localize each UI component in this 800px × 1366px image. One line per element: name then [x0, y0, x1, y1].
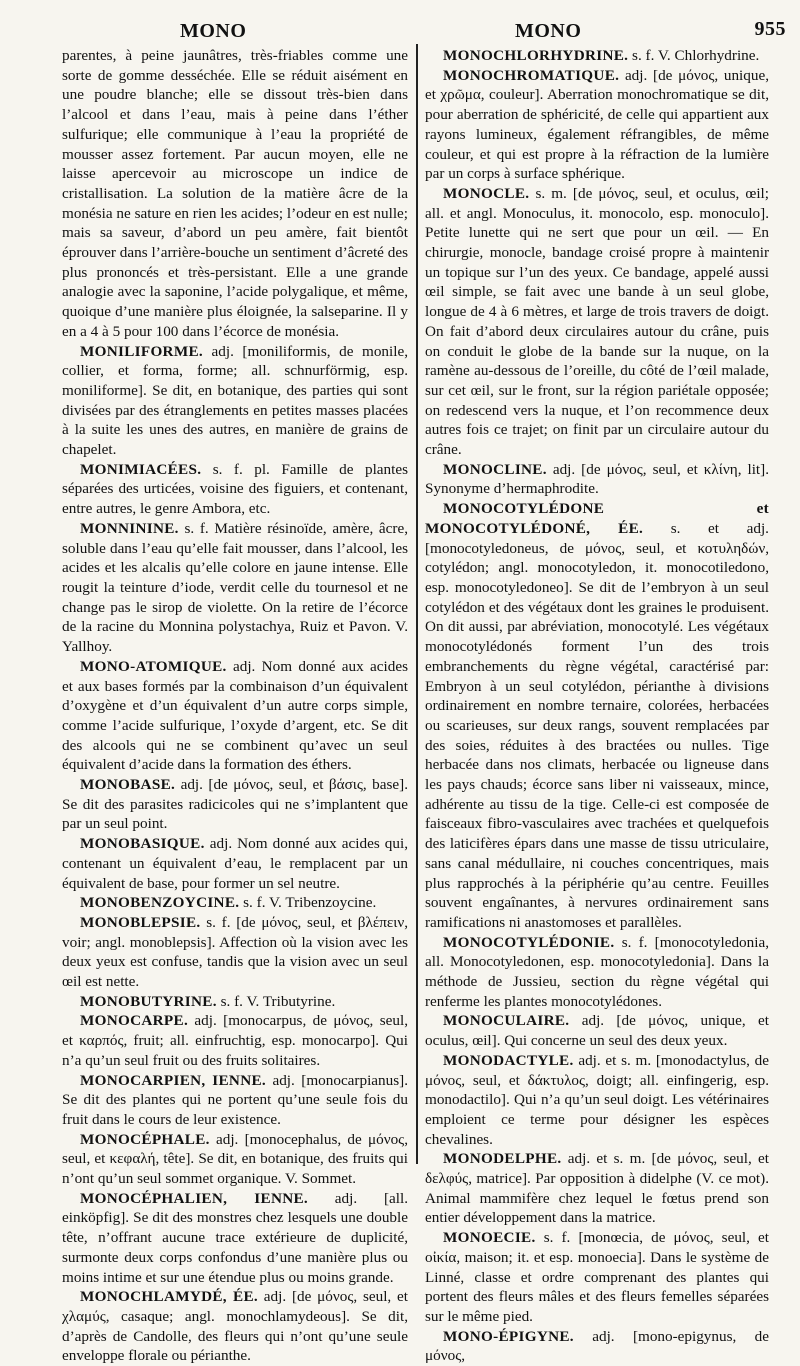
entry-headword: MONOBUTYRINE.	[80, 992, 217, 1010]
right-column	[425, 46, 769, 1365]
dictionary-entry	[425, 1149, 769, 1228]
dictionary-entry	[425, 66, 769, 184]
dictionary-entry	[62, 46, 408, 342]
entry-headword: MONODELPHE.	[443, 1150, 562, 1168]
entry-headword: MONOCOTYLÉDONE et MONOCOTYLÉDONÉ, ÉE.	[425, 500, 769, 537]
entry-definition: s. f. V. Tributyrine.	[216, 992, 336, 1010]
entry-definition: s. et adj. [monocotyledoneus, de μόνος, seul, et κοτυληδών, cotylédon; angl. monocotyledon, it. monocotiledono, esp. monocotyledoneo]. Se dit de l’embryon à un seul cotylédon et des végétaux dont les graines le produisent. On dit aussi, par abréviation, monocotylé. Les végétaux monocotylédonés forment l’un des trois embranchements du règne végétal, caractérisé par: Embryon à un seul cotylédon, périanthe à divisions ordinairement en nombre ternaire, colorées, herbacées ou scarieuses, sur deux rangs, souvent remplacées par des soies, réduites à des bractées ou nulles. Tige herbacée dans nos climats, herbacée ou ligneuse dans les pays chauds; écorce sans liber ni vaisseaux, mince, adhérente au tissu de la tige. Celle-ci est composée de faisceaux fibro-vasculaires avec trachées et quelquefois des laticifères épars dans une masse de tissu utriculaire, sans canal médullaire, ni couches concentriques, mais plus rapprochés à la périphérie qu’au centre. Feuilles souvent engaînantes, à nervures ordinairement sans ramifications ni anastomoses et parallèles.	[425, 519, 769, 931]
running-header-center: MONO	[515, 20, 582, 42]
entry-definition: adj. et s. m. [monodactylus, de μόνος, seul, et δάκτυλος, doigt; all. einfingerig, esp. monodactilo]. Qui n’a qu’un seul doigt. Les vétérinaires emploient ce terme pour désigner les espèces chevalines.	[425, 1051, 769, 1148]
entry-headword: MONOCLE.	[443, 184, 530, 202]
entry-definition: s. f. pl. Famille de plantes séparées des urticées, voisine des figuiers, et contenant, entre autres, le genre Ambora, etc.	[62, 460, 408, 518]
entry-headword: MONOCLINE.	[443, 460, 547, 478]
entry-headword: MONIMIACÉES.	[80, 460, 202, 478]
entry-definition: s. f. Matière résinoïde, amère, âcre, soluble dans l’eau qu’elle fait mousser, dans l’alcool, les acides et les alcalis qu’elle colore en jaune intense. Elle rougit la teinture d’iode, verdit celle du tournesol et ne change pas le sirop de violette. On la retire de l’écorce de la racine du Monnina polystachya, Ruiz et Pavon. V. Yallhoy.	[62, 519, 408, 656]
entry-definition: adj. [moniliformis, de monile, collier, et forma, forme; all. schnurförmig, esp. moniliforme]. Se dit, en botanique, des parties qui sont divisées par des étranglements en petites masses placées à la suite les unes des autres, en manière de grains de chapelet.	[62, 342, 408, 459]
dictionary-entry	[425, 460, 769, 499]
entry-headword: MONOBASE.	[80, 776, 176, 794]
dictionary-entry	[425, 499, 769, 932]
entry-definition: s. f. V. Chlorhydrine.	[628, 47, 760, 64]
entry-headword: MONOCHLAMYDÉ, ÉE.	[80, 1288, 258, 1306]
entry-definition: adj. [de μόνος, unique, et oculus, œil]. Qui concerne un seul des deux yeux.	[425, 1012, 769, 1050]
entry-headword: MONOCARPE.	[80, 1012, 189, 1030]
dictionary-entry	[425, 1051, 769, 1150]
entry-definition: adj. [de μόνος, seul, et χλαμύς, casaque; angl. monochlamydeous]. Se dit, d’après de Candolle, des fleurs qui n’ont qu’une seule enveloppe florale ou périanthe.	[62, 1288, 408, 1365]
dictionary-entry	[425, 46, 769, 66]
entry-headword: MONOBENZOYCINE.	[80, 894, 240, 912]
dictionary-entry	[62, 893, 408, 913]
entry-definition: s. m. [de μόνος, seul, et oculus, œil; all. et angl. Monoculus, it. monocolo, esp. monoculo]. Petite lunette qui ne sert que pour un œil. — En chirurgie, monocle, bandage croisé propre à maintenir un topique sur l’un des yeux. Ce bandage, appelé aussi œil simple, se fait avec une bande à un seul globe, longue de 4 à 6 mètres, et large de trois travers de doigt. On fait d’abord deux circulaires autour du crâne, puis on conduit le globe de la bande sur la nuque, on la ramène au-dessous de l’oreille, du côté de l’œil malade, sur cet œil, sur le front, sur la région pariétale opposée; on redescend vers la nuque, et l’on recommence deux autres fois ce trajet; on finit par un circulaire autour du crâne.	[425, 184, 769, 459]
dictionary-entry	[62, 834, 408, 893]
entry-definition: s. f. [monocotyledonia, all. Monocotyledonen, esp. monocotyledonia]. Dans la méthode de Jussieu, section du règne végétal qui renferme les plantes monocotylédones.	[425, 933, 769, 1010]
entry-definition: adj. [de μόνος, seul, et κλίνη, lit]. Synonyme d’hermaphrodite.	[425, 460, 769, 498]
entry-headword: MONNININE.	[80, 519, 179, 537]
column-divider	[416, 44, 418, 1164]
dictionary-entry	[62, 460, 408, 519]
dictionary-entry	[62, 1189, 408, 1288]
entry-definition: s. f. V. Tribenzoycine.	[239, 894, 377, 912]
dictionary-entry	[425, 1327, 769, 1366]
entry-headword: MONOCÉPHALIEN, IENNE.	[80, 1189, 309, 1207]
entry-headword: MONO-ATOMIQUE.	[80, 657, 227, 675]
dictionary-entry	[425, 184, 769, 460]
entry-headword: MONOBASIQUE.	[80, 835, 205, 853]
running-header-left: MONO	[180, 20, 247, 42]
dictionary-entry	[62, 1287, 408, 1366]
entry-headword: MONODACTYLE.	[443, 1051, 574, 1069]
entry-definition: s. f. [monœcia, de μόνος, seul, et οἰκία, maison; it. et esp. monoecia]. Dans le système de Linné, classe et ordre comprenant des plantes qui portent des fleurs mâles et des fleurs femelles séparées sur le même pied.	[425, 1229, 769, 1325]
entry-definition: s. f. [de μόνος, seul, et βλέπειν, voir; angl. monoblepsis]. Affection où la vision avec les deux yeux est confuse, tandis que la vision avec un seul œil est nette.	[62, 913, 408, 991]
dictionary-entry	[62, 342, 408, 460]
entry-headword: MONILIFORME.	[80, 342, 203, 360]
dictionary-entry	[62, 913, 408, 992]
entry-headword: MONOECIE.	[443, 1229, 536, 1247]
dictionary-entry	[62, 519, 408, 657]
entry-definition: adj. [de μόνος, unique, et χρῶμα, couleur]. Aberration monochromatique se dit, pour aberration de sphéricité, de celle qui appartient aux rayons lumineux, également réfrangibles, de même couleur, et qui est propre à la réfraction de la lumière par un corps à surface sphérique.	[425, 66, 769, 183]
dictionary-entry	[425, 933, 769, 1012]
page-number: 955	[754, 18, 786, 40]
dictionary-entry	[62, 1130, 408, 1189]
entry-definition: adj. [de μόνος, seul, et βάσις, base]. Se dit des parasites radicicoles qui ne s’implantent que par un seul point.	[62, 776, 408, 833]
left-column	[62, 46, 408, 1365]
dictionary-entry	[62, 775, 408, 834]
entry-definition: parentes, à peine jaunâtres, très-friables comme une sorte de gomme desséchée. Elle se réduit aisément en une poudre blanche; elle se dissout très-bien dans l’alcool et dans l’eau, mais à peine dans l’éther sulfurique; elle communique à l’eau la propriété de mousser assez fortement. Par aucun moyen, elle ne laisse apercevoir au microscope un indice de cristallisation. La solution de la matière âcre de la monésia ne sature en rien les acides; l’odeur en est nulle; mais sa saveur, d’abord un peu amère, fait bientôt éprouver dans l’arrière-bouche un sentiment d’âcreté des plus prononcés et très-persistant. Elle a une grande analogie avec la saponine, l’acide polygalique, et même, quoique d’une manière plus éloignée, la salseparine. Il y en a 4 à 5 pour 100 dans l’écorce de monésia.	[62, 47, 408, 340]
entry-definition: adj. [monocarpianus]. Se dit des plantes qui ne portent qu’une seule fois du fruit dans le cours de leur existence.	[62, 1071, 408, 1128]
dictionary-entry	[62, 1011, 408, 1070]
entry-headword: MONOCOTYLÉDONIE.	[443, 933, 615, 951]
dictionary-entry	[425, 1011, 769, 1050]
entry-definition: adj. [monocephalus, de μόνος, seul, et κεφαλή, tête]. Se dit, en botanique, des fruits qui n’ont qu’un seul sommet organique. V. Sommet.	[62, 1130, 408, 1188]
entry-headword: MONOCÉPHALE.	[80, 1130, 210, 1148]
entry-headword: MONOCHROMATIQUE.	[443, 66, 620, 84]
entry-definition: adj. [monocarpus, de μόνος, seul, et καρπός, fruit; all. einfruchtig, esp. monocarpo]. Qui n’a qu’un seul fruit ou des fruits solitaires.	[62, 1012, 408, 1069]
entry-headword: MONO-ÉPIGYNE.	[443, 1327, 574, 1345]
dictionary-entry	[62, 657, 408, 775]
entry-headword: MONOBLEPSIE.	[80, 913, 201, 931]
entry-definition: adj. Nom donné aux acides qui, contenant un équivalent d’eau, le remplacent par un équivalent de base, pour former un sel neutre.	[62, 835, 408, 892]
entry-definition: adj. et s. m. [de μόνος, seul, et δελφύς, matrice]. Par opposition à didelphe (V. ce mot). Animal mammifère chez lequel le fœtus prend son entier développement dans la matrice.	[425, 1150, 769, 1227]
entry-definition: adj. [all. einköpfig]. Se dit des monstres chez lesquels une double tête, n’offrant aucune trace extérieure de duplicité, surmonte deux corps confondus d’une manière plus ou moins intime et sur une étendue plus ou moins grande.	[62, 1189, 408, 1286]
dictionary-entry	[62, 992, 408, 1012]
entry-headword: MONOCHLORHYDRINE.	[443, 47, 629, 64]
entry-definition: adj. [mono-epigynus, de μόνος,	[425, 1327, 769, 1365]
dictionary-entry	[62, 1071, 408, 1130]
entry-definition: adj. Nom donné aux acides et aux bases formés par la combinaison d’un équivalent d’oxygène et d’un équivalent d’un autre corps simple, comme l’acide sulfurique, l’oxyde d’argent, etc. Se dit des alcools qui ne se combinent qu’avec un seul équivalent d’acide dans la formation des éthers.	[62, 657, 408, 774]
entry-headword: MONOCARPIEN, IENNE.	[80, 1071, 266, 1089]
dictionary-entry	[425, 1228, 769, 1327]
entry-headword: MONOCULAIRE.	[443, 1012, 570, 1030]
